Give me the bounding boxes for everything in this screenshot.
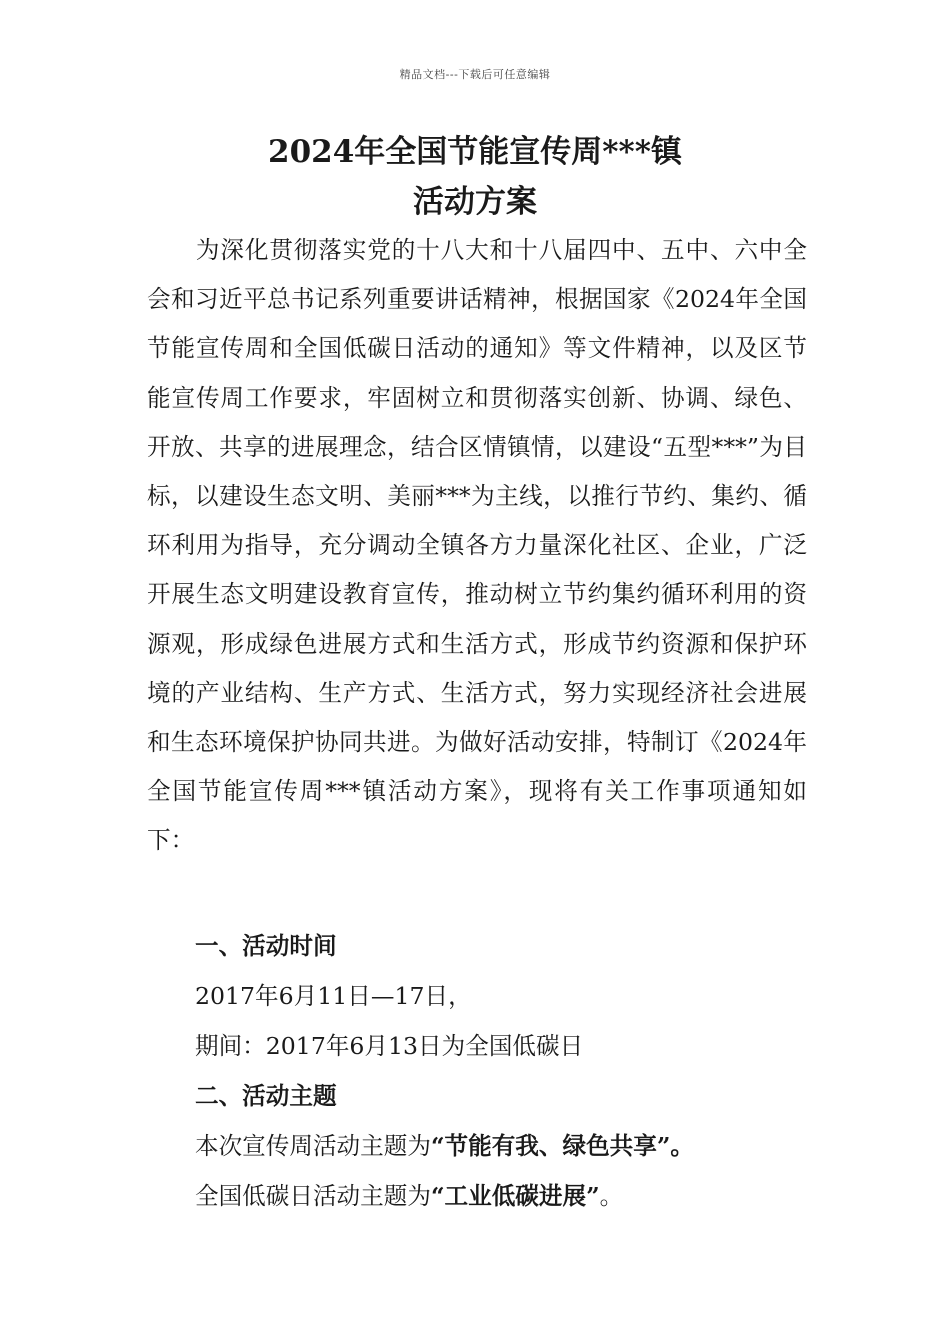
- theme2-suffix: 。: [599, 1182, 624, 1210]
- section1-heading: 一、活动时间: [195, 932, 337, 960]
- intro-text: 为深化贯彻落实党的十八大和十八届四中、五中、六中全会和习近平总书记系列重要讲话精神，根据国家《2024年全国节能宣传周和全国低碳日活动的通知》等文件精神，以及区节能宣传周工作要求，牢固树立和贯彻落实创新、协调、绿色、开放、共享的进展理念，结合区情镇情，以建设“五型***”为目标，以建设生态文明、美丽***为主线，以推行节约、集约、循环利用为指导，充分调动全镇各方力量深化社区、企业，广泛开展生态文明建设教育宣传，推动树立节约集约循环利用的资源观，形成绿色进展方式和生活方式，形成节约资源和保护环境的产业结构、生产方式、生活方式，努力实现经济社会进展和生态环境保护协同共进。为做好活动安排，特制订《2024年全国节能宣传周***镇活动方案》，现将有关工作事项通知如下：: [147, 236, 807, 855]
- intro-paragraph: [147, 226, 807, 866]
- section1-line1: 2017年6月11日—17日，: [195, 982, 472, 1010]
- theme1-value: “节能有我、绿色共享”。: [430, 1132, 695, 1160]
- section2-theme1: [195, 1130, 807, 1162]
- document-title-line2: 活动方案: [413, 184, 537, 220]
- theme1-prefix: 本次宣传周活动主题为: [195, 1132, 431, 1160]
- section2-heading: 二、活动主题: [195, 1082, 337, 1110]
- theme2-prefix: 全国低碳日活动主题为: [195, 1182, 431, 1210]
- section1-line2: 期间：2017年6月13日为全国低碳日: [195, 1032, 584, 1060]
- section2-theme2: [195, 1180, 807, 1212]
- header-note: 精品文档---下载后可任意编辑: [399, 68, 551, 81]
- theme2-value: “工业低碳进展”: [430, 1182, 600, 1210]
- document-title-line1: 2024年全国节能宣传周***镇: [268, 134, 682, 170]
